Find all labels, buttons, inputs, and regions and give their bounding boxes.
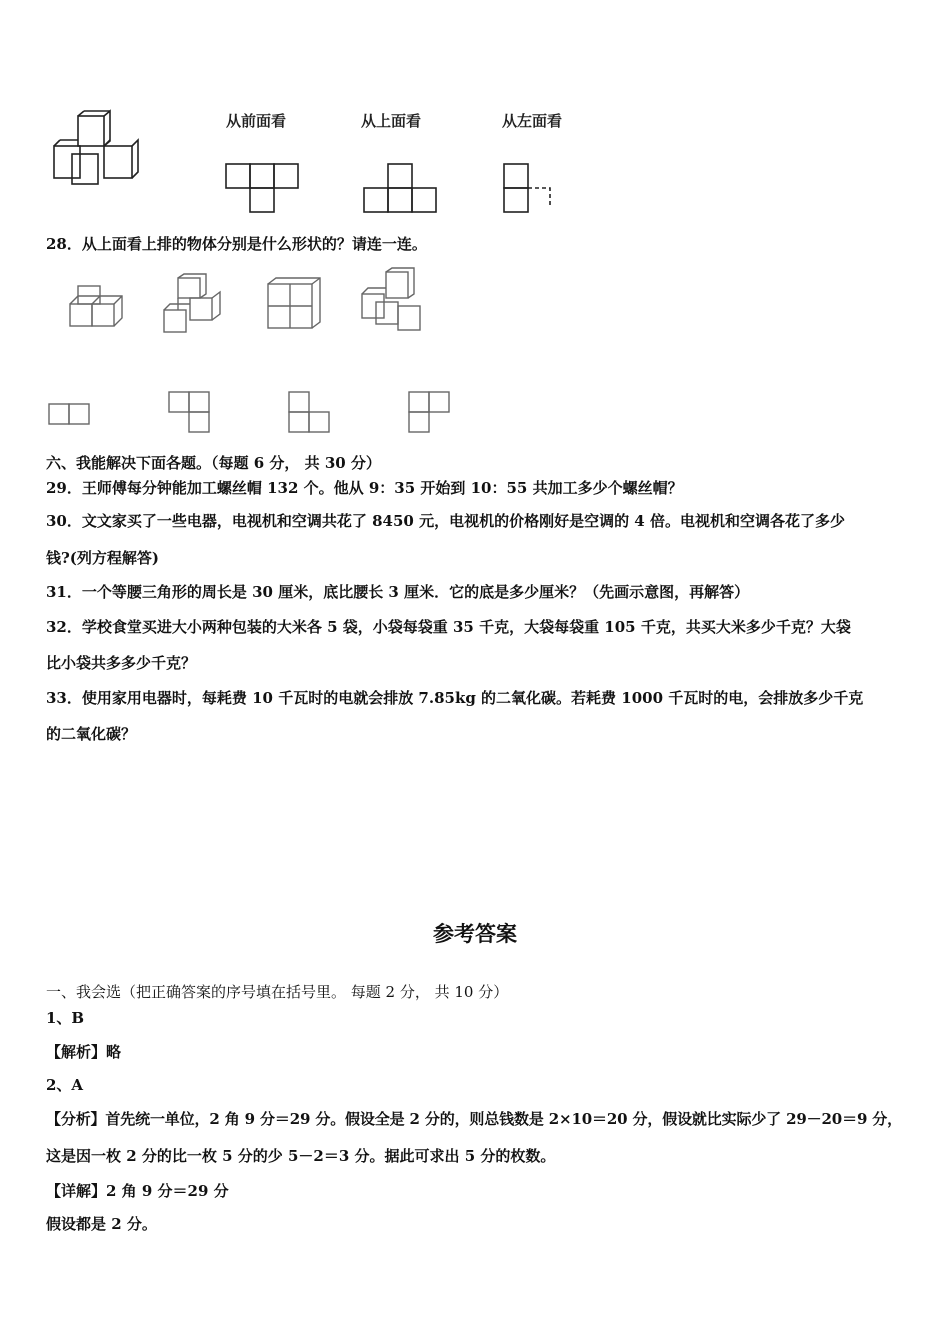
answer-1-analysis: 【解析】略 (46, 1043, 122, 1061)
answer-2-detail-line-2: 假设都是 2 分。 (46, 1215, 157, 1233)
front-view-drawing (224, 160, 304, 215)
front-view-label: 从前面看 (226, 112, 287, 130)
question-30-line-1: 30．文文家买了一些电器，电视机和空调共花了 8450 元，电视机的价格刚好是空调的 4 倍。电视机和空调各花了多少 (46, 512, 845, 530)
question-33-line-1: 33．使用家用电器时，每耗费 10 千瓦时的电就会排放 7.85kg 的二氧化碳。若耗费 1000 千瓦时的电，会排放多少千克 (46, 689, 864, 707)
solid-3 (264, 276, 324, 334)
cube-stack-figure (48, 108, 158, 188)
answer-2: 2、A (46, 1076, 84, 1094)
shape-c (285, 390, 333, 436)
answer-1: 1、B (46, 1009, 85, 1027)
section-6-heading: 六、我能解决下面各题。（每题 6 分， 共 30 分） (46, 454, 381, 472)
shape-b (165, 390, 213, 436)
left-view-label: 从左面看 (502, 112, 563, 130)
left-view-drawing (500, 160, 560, 215)
question-30-line-2: 钱?(列方程解答) (46, 549, 159, 567)
question-31: 31．一个等腰三角形的周长是 30 厘米，底比腰长 3 厘米．它的底是多少厘米？（先画示意图，再解答） (46, 583, 750, 601)
question-32-line-1: 32．学校食堂买进大小两种包装的大米各 5 袋，小袋每袋重 35 千克，大袋每袋重 105 千克，共买大米多少千克？大袋 (46, 618, 851, 636)
question-28: 28．从上面看上排的物体分别是什么形状的？请连一连。 (46, 235, 427, 253)
answers-title: 参考答案 (433, 921, 517, 946)
answer-2-analysis-line-2: 这是因一枚 2 分的比一枚 5 分的少 5－2＝3 分。据此可求出 5 分的枚数。 (46, 1147, 556, 1165)
solid-2 (160, 272, 228, 336)
answer-2-analysis-line-1: 【分析】首先统一单位，2 角 9 分＝29 分。假设全是 2 分的，则总钱数是 2×10＝20 分，假设就比实际少了 29－20＝9 分， (46, 1110, 903, 1128)
shape-a (47, 400, 95, 428)
top-view-label: 从上面看 (361, 112, 422, 130)
solid-1 (66, 282, 126, 332)
solid-4 (358, 266, 426, 334)
answer-2-detail-line-1: 【详解】2 角 9 分＝29 分 (46, 1182, 229, 1200)
shape-d (405, 390, 453, 436)
question-33-line-2: 的二氧化碳？ (46, 725, 137, 743)
answers-section-1: 一、我会选（把正确答案的序号填在括号里。 每题 2 分， 共 10 分） (46, 983, 509, 1001)
question-32-line-2: 比小袋共多多少千克？ (46, 654, 197, 672)
question-29: 29．王师傅每分钟能加工螺丝帽 132 个。他从 9：35 开始到 10：55 共加工多少个螺丝帽？ (46, 479, 683, 497)
top-view-drawing (362, 160, 442, 215)
